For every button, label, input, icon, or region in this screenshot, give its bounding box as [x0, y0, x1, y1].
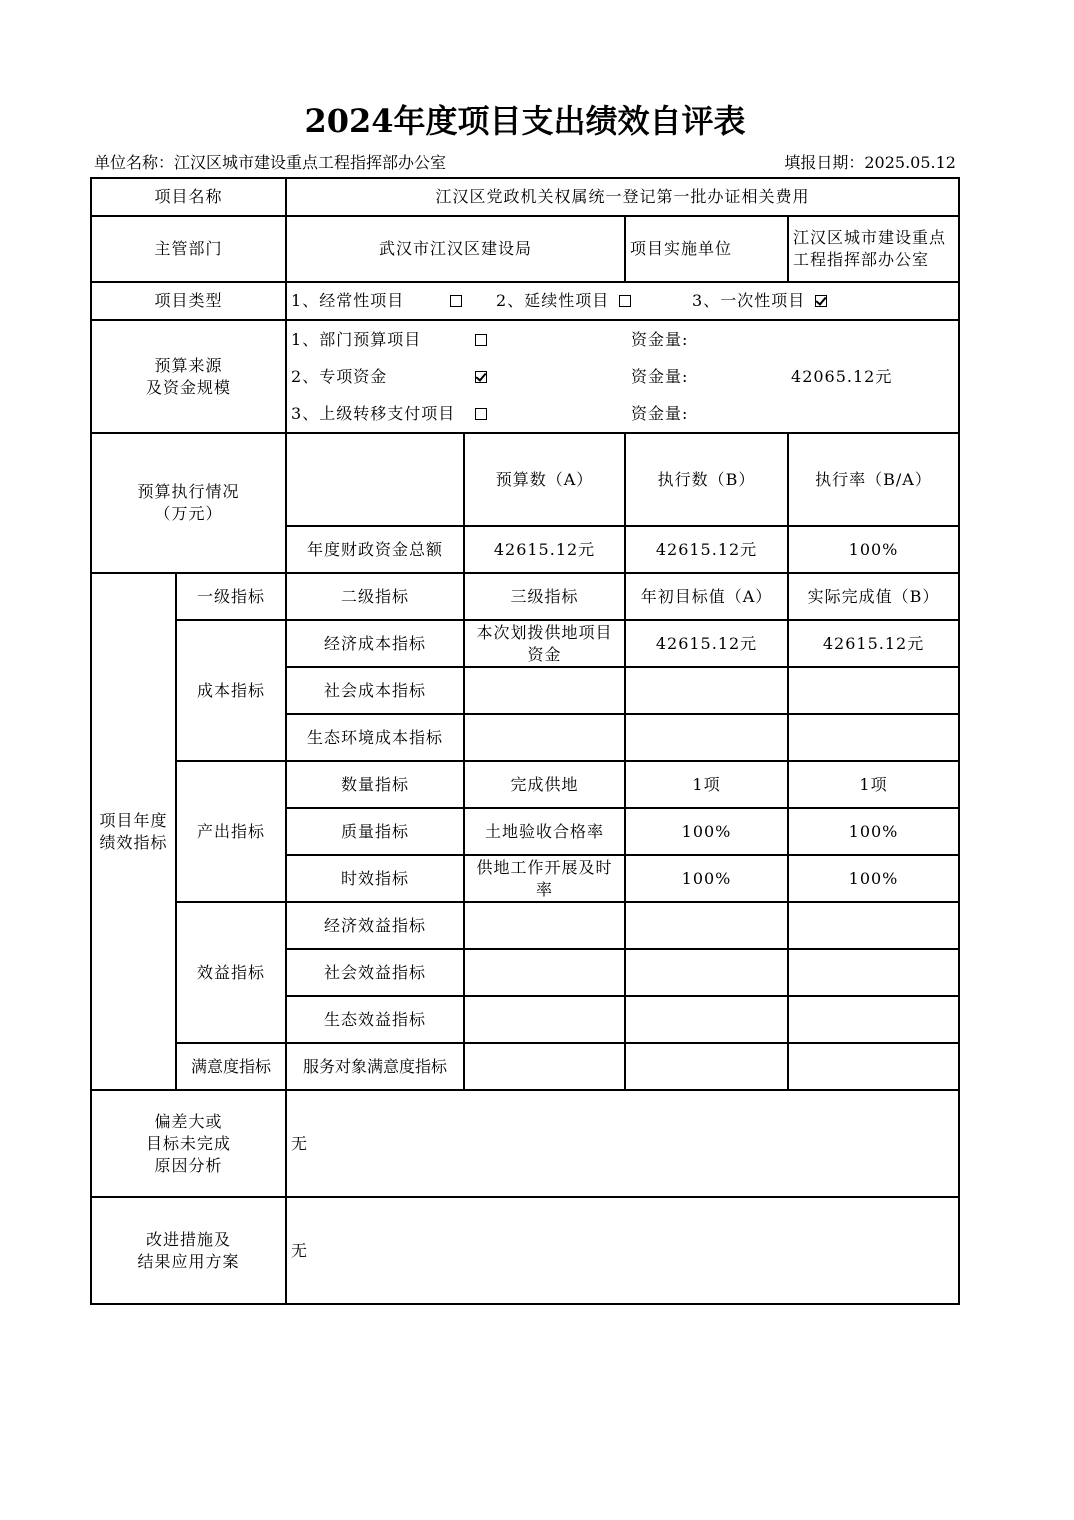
row-deviation [91, 1090, 959, 1197]
target-cell [625, 996, 788, 1043]
amount-label: 资金量: [631, 403, 689, 423]
amount-label: 资金量: [631, 329, 689, 349]
actual-cell: 100% [788, 855, 959, 902]
target-cell [625, 949, 788, 996]
checkbox-icon[interactable] [475, 408, 487, 420]
report-date: 填报日期：2025.05.12 [784, 153, 956, 172]
level3-cell: 完成供地 [464, 761, 625, 808]
deviation-label [91, 1090, 286, 1197]
group-satisfaction: 满意度指标 [176, 1043, 286, 1090]
improvement-label [91, 1197, 286, 1304]
row-execution-header [91, 433, 959, 526]
deviation-label-line: 偏差大或 [154, 1111, 223, 1131]
execution-label [91, 433, 286, 573]
header-actual: 实际完成值（B） [788, 573, 959, 620]
execution-col-a: 预算数（A） [464, 433, 625, 526]
table-row [91, 761, 959, 808]
improvement-label-line: 改进措施及 [146, 1229, 232, 1249]
target-cell [625, 902, 788, 949]
actual-cell [788, 996, 959, 1043]
deviation-value: 无 [286, 1090, 959, 1197]
level2-cell: 数量指标 [286, 761, 464, 808]
deviation-label-line: 目标未完成 [146, 1133, 232, 1153]
dept-label: 主管部门 [91, 216, 286, 282]
target-cell: 1项 [625, 761, 788, 808]
row-department [91, 216, 959, 282]
actual-cell [788, 667, 959, 714]
budget-source-list [286, 320, 959, 433]
level3-cell [464, 949, 625, 996]
row-improvement [91, 1197, 959, 1304]
type-options [286, 282, 959, 320]
budget-source-item [291, 395, 954, 432]
row-indicator-header [91, 573, 959, 620]
group-cost: 成本指标 [176, 620, 286, 761]
deviation-label-line: 原因分析 [154, 1155, 223, 1175]
level2-cell: 质量指标 [286, 808, 464, 855]
level2-cell: 经济效益指标 [286, 902, 464, 949]
unit-name: 单位名称：江汉区城市建设重点工程指挥部办公室 [94, 153, 447, 172]
level2-cell: 服务对象满意度指标 [286, 1043, 464, 1090]
level3-cell [464, 667, 625, 714]
level2-cell: 时效指标 [286, 855, 464, 902]
improvement-value: 无 [286, 1197, 959, 1304]
level3-cell [464, 902, 625, 949]
actual-cell [788, 714, 959, 761]
type-label: 项目类型 [91, 282, 286, 320]
budget-source-item [291, 358, 954, 395]
source-label: 2、专项资金 [291, 366, 388, 386]
level2-cell: 生态环境成本指标 [286, 714, 464, 761]
checkbox-icon[interactable] [450, 295, 462, 307]
level2-cell: 生态效益指标 [286, 996, 464, 1043]
execution-rate: 100% [788, 526, 959, 573]
budget-source-item [291, 321, 954, 358]
header-level3: 三级指标 [464, 573, 625, 620]
target-cell [625, 714, 788, 761]
checkbox-checked-icon[interactable] [815, 295, 827, 307]
type-option-label: 2、延续性项目 [496, 291, 610, 310]
budget-source-label-line: 及资金规模 [146, 377, 232, 397]
execution-label-line: 预算执行情况 [137, 482, 240, 501]
level3-cell [464, 996, 625, 1043]
level2-cell: 社会效益指标 [286, 949, 464, 996]
checkbox-checked-icon[interactable] [475, 371, 487, 383]
target-cell: 100% [625, 855, 788, 902]
group-benefit: 效益指标 [176, 902, 286, 1043]
improvement-label-line: 结果应用方案 [137, 1251, 240, 1271]
group-output: 产出指标 [176, 761, 286, 902]
target-cell [625, 667, 788, 714]
level2-cell: 经济成本指标 [286, 620, 464, 667]
source-label: 3、上级转移支付项目 [291, 403, 456, 423]
type-option-label: 3、一次性项目 [692, 291, 806, 310]
execution-col-rate: 执行率（B/A） [788, 433, 959, 526]
execution-col-b: 执行数（B） [625, 433, 788, 526]
execution-label-line: （万元） [154, 504, 223, 523]
actual-cell [788, 902, 959, 949]
level2-cell: 社会成本指标 [286, 667, 464, 714]
actual-cell [788, 1043, 959, 1090]
target-cell: 42615.12元 [625, 620, 788, 667]
amount-value: 42065.12元 [791, 366, 893, 386]
level3-cell: 本次划拨供地项目资金 [464, 620, 625, 667]
impl-unit-value: 江汉区城市建设重点工程指挥部办公室 [788, 216, 959, 282]
amount-label: 资金量: [631, 366, 689, 386]
table-row [91, 902, 959, 949]
level3-cell [464, 1043, 625, 1090]
checkbox-icon[interactable] [475, 334, 487, 346]
target-cell: 100% [625, 808, 788, 855]
execution-b: 42615.12元 [625, 526, 788, 573]
level3-cell: 土地验收合格率 [464, 808, 625, 855]
row-budget-source [91, 320, 959, 433]
row-project-type [91, 282, 959, 320]
dept-value: 武汉市江汉区建设局 [286, 216, 625, 282]
impl-unit-label: 项目实施单位 [625, 216, 788, 282]
execution-a: 42615.12元 [464, 526, 625, 573]
level3-cell [464, 714, 625, 761]
page-title: 2024年度项目支出绩效自评表 [304, 102, 746, 140]
type-option-regular[interactable] [291, 290, 496, 312]
indicator-section-line: 项目年度 [99, 810, 168, 830]
actual-cell: 100% [788, 808, 959, 855]
type-option-label: 1、经常性项目 [291, 291, 405, 310]
level3-cell: 供地工作开展及时率 [464, 855, 625, 902]
row-project-name [91, 178, 959, 216]
table-row [91, 1043, 959, 1090]
target-cell [625, 1043, 788, 1090]
source-label: 1、部门预算项目 [291, 329, 422, 349]
budget-source-label [91, 320, 286, 433]
evaluation-table [90, 177, 960, 1305]
header-level2: 二级指标 [286, 573, 464, 620]
actual-cell: 1项 [788, 761, 959, 808]
budget-source-label-line: 预算来源 [154, 355, 223, 375]
execution-row-label: 年度财政资金总额 [286, 526, 464, 573]
header-level1: 一级指标 [176, 573, 286, 620]
actual-cell: 42615.12元 [788, 620, 959, 667]
project-name-value: 江汉区党政机关权属统一登记第一批办证相关费用 [286, 178, 959, 216]
checkbox-icon[interactable] [619, 295, 631, 307]
indicator-section-label [91, 573, 176, 1090]
execution-blank [286, 433, 464, 526]
actual-cell [788, 949, 959, 996]
table-row [91, 620, 959, 667]
header-target: 年初目标值（A） [625, 573, 788, 620]
indicator-section-line: 绩效指标 [99, 832, 168, 852]
type-option-onetime[interactable] [692, 290, 827, 312]
type-option-continuing[interactable] [496, 290, 692, 312]
project-name-label: 项目名称 [91, 178, 286, 216]
